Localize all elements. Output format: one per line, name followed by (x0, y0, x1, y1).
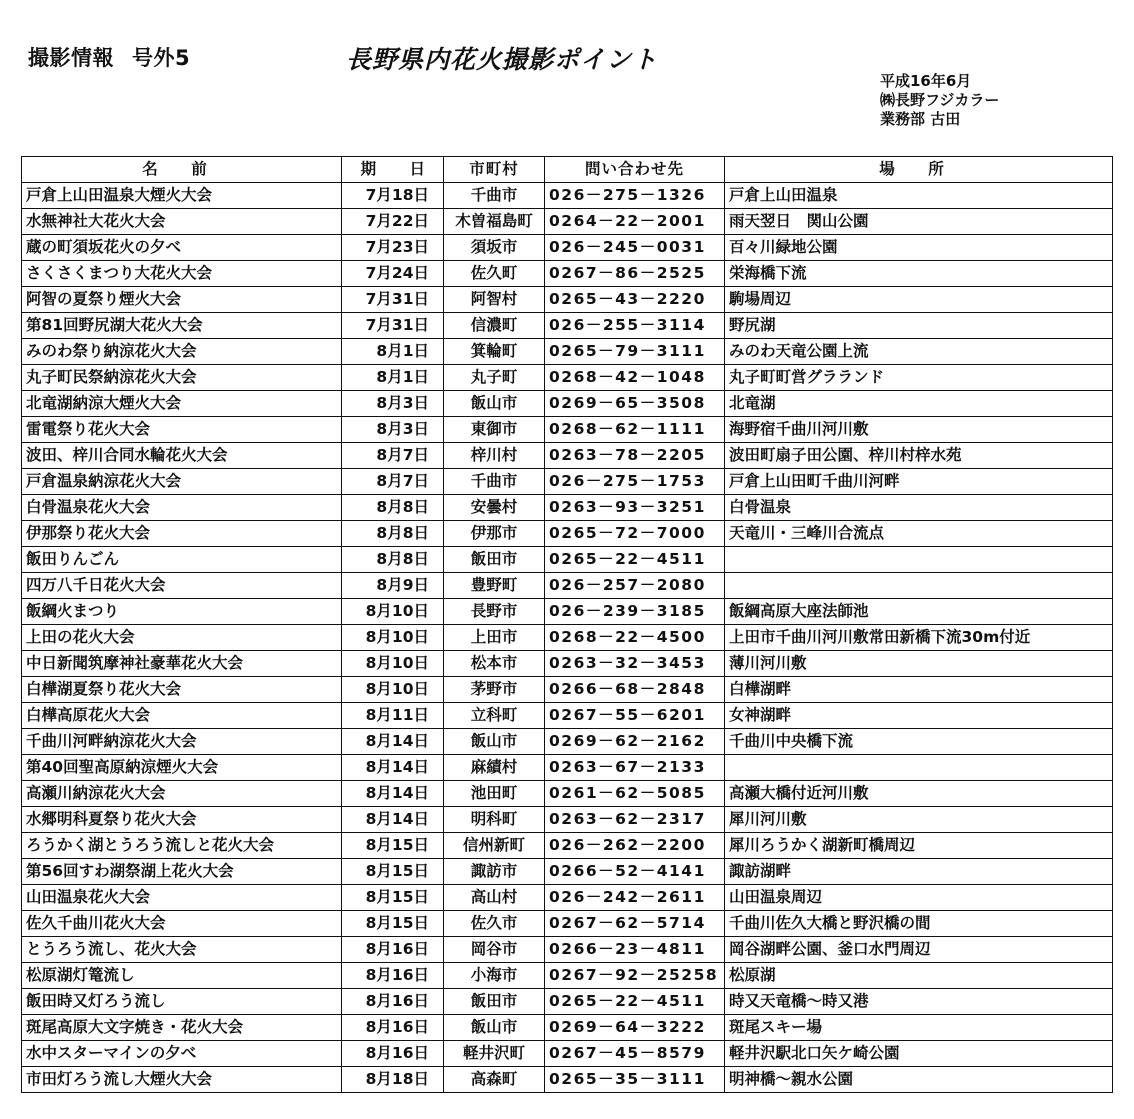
event-date-cell: 8月3日 (342, 391, 444, 417)
contact-phone-cell: 0269－65－3508 (545, 391, 725, 417)
table-row (22, 833, 1113, 859)
event-date-cell: 8月16日 (342, 963, 444, 989)
table-row (22, 885, 1113, 911)
contact-phone-cell: 0265－43－2220 (545, 287, 725, 313)
table-row (22, 261, 1113, 287)
location-cell: 高瀬大橋付近河川敷 (725, 781, 1113, 807)
location-cell: 千曲川佐久大橋と野沢橋の間 (725, 911, 1113, 937)
table-row (22, 599, 1113, 625)
location-cell: 薄川河川敷 (725, 651, 1113, 677)
location-cell: 波田町扇子田公園、梓川村梓水苑 (725, 443, 1113, 469)
contact-phone-cell: 0265－79－3111 (545, 339, 725, 365)
location-cell: 松原湖 (725, 963, 1113, 989)
event-date-cell: 8月16日 (342, 1015, 444, 1041)
event-name-cell: 斑尾高原大文字焼き・花火大会 (22, 1015, 342, 1041)
municipality-cell: 佐久町 (444, 261, 545, 287)
contact-phone-cell: 0265－22－4511 (545, 547, 725, 573)
contact-phone-cell: 0267－92－25258 (545, 963, 725, 989)
location-cell (725, 755, 1113, 781)
event-date-cell: 7月24日 (342, 261, 444, 287)
municipality-cell: 小海市 (444, 963, 545, 989)
column-header-contact: 問い合わせ先 (545, 157, 725, 183)
column-header-city: 市町村 (444, 157, 545, 183)
location-cell: 丸子町町営グラランド (725, 365, 1113, 391)
municipality-cell: 茅野市 (444, 677, 545, 703)
municipality-cell: 麻績村 (444, 755, 545, 781)
event-date-cell: 7月23日 (342, 235, 444, 261)
contact-phone-cell: 0269－64－3222 (545, 1015, 725, 1041)
event-name-cell: 水中スターマインの夕べ (22, 1041, 342, 1067)
contact-phone-cell: 0269－62－2162 (545, 729, 725, 755)
column-header-name: 名 前 (22, 157, 342, 183)
event-date-cell: 8月10日 (342, 625, 444, 651)
contact-phone-cell: 0265－35－3111 (545, 1067, 725, 1093)
event-date-cell: 8月10日 (342, 677, 444, 703)
municipality-cell: 飯田市 (444, 989, 545, 1015)
column-header-location: 場 所 (725, 157, 1113, 183)
location-cell: 栄海橋下流 (725, 261, 1113, 287)
event-name-cell: 高瀬川納涼花火大会 (22, 781, 342, 807)
event-date-cell: 8月16日 (342, 1041, 444, 1067)
event-name-cell: ろうかく湖とうろう流しと花火大会 (22, 833, 342, 859)
event-name-cell: 飯田時又灯ろう流し (22, 989, 342, 1015)
event-date-cell: 8月9日 (342, 573, 444, 599)
contact-phone-cell: 026－275－1326 (545, 183, 725, 209)
table-row (22, 989, 1113, 1015)
contact-phone-cell: 0268－22－4500 (545, 625, 725, 651)
event-name-cell: 水郷明科夏祭り花火大会 (22, 807, 342, 833)
contact-phone-cell: 0263－32－3453 (545, 651, 725, 677)
doc-label: 撮影情報 (28, 46, 114, 70)
municipality-cell: 岡谷市 (444, 937, 545, 963)
table-row (22, 183, 1113, 209)
table-row (22, 521, 1113, 547)
contact-phone-cell: 026－262－2200 (545, 833, 725, 859)
contact-phone-cell: 026－275－1753 (545, 469, 725, 495)
event-date-cell: 7月31日 (342, 313, 444, 339)
event-date-cell: 7月22日 (342, 209, 444, 235)
contact-phone-cell: 026－242－2611 (545, 885, 725, 911)
location-cell: 駒場周辺 (725, 287, 1113, 313)
location-cell: 時又天竜橋～時又港 (725, 989, 1113, 1015)
event-date-cell: 8月7日 (342, 469, 444, 495)
contact-phone-cell: 0268－62－1111 (545, 417, 725, 443)
table-row (22, 391, 1113, 417)
table-row (22, 703, 1113, 729)
contact-phone-cell: 0267－55－6201 (545, 703, 725, 729)
contact-phone-cell: 0267－45－8579 (545, 1041, 725, 1067)
event-date-cell: 8月11日 (342, 703, 444, 729)
location-cell: 百々川緑地公園 (725, 235, 1113, 261)
location-cell (725, 573, 1113, 599)
table-row (22, 339, 1113, 365)
table-row (22, 313, 1113, 339)
location-cell: 雨天翌日 関山公園 (725, 209, 1113, 235)
municipality-cell: 佐久市 (444, 911, 545, 937)
event-name-cell: 第40回聖高原納涼煙火大会 (22, 755, 342, 781)
municipality-cell: 梓川村 (444, 443, 545, 469)
event-name-cell: 白樺高原花火大会 (22, 703, 342, 729)
table-row (22, 547, 1113, 573)
municipality-cell: 須坂市 (444, 235, 545, 261)
location-cell: 山田温泉周辺 (725, 885, 1113, 911)
table-row (22, 365, 1113, 391)
table-row (22, 495, 1113, 521)
table-row (22, 781, 1113, 807)
table-row (22, 573, 1113, 599)
event-name-cell: 第81回野尻湖大花火大会 (22, 313, 342, 339)
municipality-cell: 木曽福島町 (444, 209, 545, 235)
location-cell: 白樺湖畔 (725, 677, 1113, 703)
contact-phone-cell: 0265－72－7000 (545, 521, 725, 547)
municipality-cell: 上田市 (444, 625, 545, 651)
event-name-cell: 市田灯ろう流し大煙火大会 (22, 1067, 342, 1093)
header-label (28, 42, 190, 72)
municipality-cell: 飯山市 (444, 391, 545, 417)
table-row (22, 1015, 1113, 1041)
municipality-cell: 箕輪町 (444, 339, 545, 365)
location-cell: 野尻湖 (725, 313, 1113, 339)
event-date-cell: 8月14日 (342, 807, 444, 833)
table-row (22, 469, 1113, 495)
municipality-cell: 信濃町 (444, 313, 545, 339)
location-cell: 女神湖畔 (725, 703, 1113, 729)
event-name-cell: 白骨温泉花火大会 (22, 495, 342, 521)
location-cell: 千曲川中央橋下流 (725, 729, 1113, 755)
event-date-cell: 8月8日 (342, 521, 444, 547)
location-cell: 白骨温泉 (725, 495, 1113, 521)
event-date-cell: 7月18日 (342, 183, 444, 209)
event-name-cell: 山田温泉花火大会 (22, 885, 342, 911)
table-row (22, 651, 1113, 677)
event-date-cell: 8月8日 (342, 547, 444, 573)
document-title: 長野県内花火撮影ポイント (346, 45, 659, 74)
municipality-cell: 明科町 (444, 807, 545, 833)
contact-phone-cell: 0268－42－1048 (545, 365, 725, 391)
municipality-cell: 阿智村 (444, 287, 545, 313)
event-date-cell: 8月1日 (342, 339, 444, 365)
contact-phone-cell: 0266－23－4811 (545, 937, 725, 963)
event-date-cell: 8月10日 (342, 599, 444, 625)
event-name-cell: 戸倉温泉納涼花火大会 (22, 469, 342, 495)
location-cell: 諏訪湖畔 (725, 859, 1113, 885)
event-name-cell: 中日新聞筑摩神社豪華花火大会 (22, 651, 342, 677)
contact-phone-cell: 026－239－3185 (545, 599, 725, 625)
table-row (22, 1067, 1113, 1093)
contact-phone-cell: 026－257－2080 (545, 573, 725, 599)
column-header-date: 期 日 (342, 157, 444, 183)
location-cell: 斑尾スキー場 (725, 1015, 1113, 1041)
contact-phone-cell: 0263－62－2317 (545, 807, 725, 833)
event-date-cell: 8月7日 (342, 443, 444, 469)
event-name-cell: 飯綱火まつり (22, 599, 342, 625)
municipality-cell: 高山村 (444, 885, 545, 911)
location-cell: 明神橋～親水公園 (725, 1067, 1113, 1093)
table-row (22, 677, 1113, 703)
municipality-cell: 高森町 (444, 1067, 545, 1093)
event-name-cell: 飯田りんごん (22, 547, 342, 573)
contact-phone-cell: 0263－93－3251 (545, 495, 725, 521)
table-row (22, 755, 1113, 781)
event-date-cell: 7月31日 (342, 287, 444, 313)
municipality-cell: 松本市 (444, 651, 545, 677)
table-row (22, 443, 1113, 469)
event-name-cell: 白樺湖夏祭り花火大会 (22, 677, 342, 703)
event-date-cell: 8月14日 (342, 781, 444, 807)
event-name-cell: 水無神社大花火大会 (22, 209, 342, 235)
event-name-cell: 北竜湖納涼大煙火大会 (22, 391, 342, 417)
table-row (22, 937, 1113, 963)
event-name-cell: 伊那祭り花火大会 (22, 521, 342, 547)
municipality-cell: 飯山市 (444, 1015, 545, 1041)
event-name-cell: 第56回すわ湖祭湖上花火大会 (22, 859, 342, 885)
contact-phone-cell: 0263－67－2133 (545, 755, 725, 781)
contact-phone-cell: 0263－78－2205 (545, 443, 725, 469)
table-row (22, 807, 1113, 833)
municipality-cell: 池田町 (444, 781, 545, 807)
event-name-cell: 戸倉上山田温泉大煙火大会 (22, 183, 342, 209)
event-name-cell: さくさくまつり大花火大会 (22, 261, 342, 287)
municipality-cell: 千曲市 (444, 183, 545, 209)
event-name-cell: 雷電祭り花火大会 (22, 417, 342, 443)
contact-phone-cell: 026－255－3114 (545, 313, 725, 339)
contact-phone-cell: 0267－62－5714 (545, 911, 725, 937)
document-meta (880, 72, 999, 129)
location-cell: 上田市千曲川河川敷常田新橋下流30m付近 (725, 625, 1113, 651)
municipality-cell: 立科町 (444, 703, 545, 729)
contact-phone-cell: 0261－62－5085 (545, 781, 725, 807)
municipality-cell: 長野市 (444, 599, 545, 625)
municipality-cell: 諏訪市 (444, 859, 545, 885)
event-date-cell: 8月15日 (342, 885, 444, 911)
municipality-cell: 伊那市 (444, 521, 545, 547)
location-cell: 海野宿千曲川河川敷 (725, 417, 1113, 443)
author: 業務部 古田 (880, 110, 961, 128)
table-body (22, 183, 1113, 1093)
event-name-cell: みのわ祭り納涼花火大会 (22, 339, 342, 365)
event-date-cell: 8月16日 (342, 937, 444, 963)
event-name-cell: 蔵の町須坂花火の夕べ (22, 235, 342, 261)
municipality-cell: 東御市 (444, 417, 545, 443)
municipality-cell: 千曲市 (444, 469, 545, 495)
event-name-cell: 千曲川河畔納涼花火大会 (22, 729, 342, 755)
table-row (22, 209, 1113, 235)
table-row (22, 287, 1113, 313)
event-date-cell: 8月16日 (342, 989, 444, 1015)
event-date-cell: 8月8日 (342, 495, 444, 521)
location-cell: 飯綱高原大座法師池 (725, 599, 1113, 625)
contact-phone-cell: 026－245－0031 (545, 235, 725, 261)
location-cell: 戸倉上山田温泉 (725, 183, 1113, 209)
municipality-cell: 安曇村 (444, 495, 545, 521)
location-cell: 天竜川・三峰川合流点 (725, 521, 1113, 547)
event-name-cell: 上田の花火大会 (22, 625, 342, 651)
municipality-cell: 豊野町 (444, 573, 545, 599)
municipality-cell: 軽井沢町 (444, 1041, 545, 1067)
contact-phone-cell: 0266－68－2848 (545, 677, 725, 703)
event-date-cell: 8月15日 (342, 859, 444, 885)
contact-phone-cell: 0264－22－2001 (545, 209, 725, 235)
table-row (22, 625, 1113, 651)
table-row (22, 859, 1113, 885)
location-cell: 軽井沢駅北口矢ケ崎公園 (725, 1041, 1113, 1067)
table-row (22, 235, 1113, 261)
event-name-cell: 波田、梓川合同水輪花火大会 (22, 443, 342, 469)
event-date-cell: 8月14日 (342, 729, 444, 755)
issue-date: 平成16年6月 (880, 72, 972, 90)
fireworks-table (21, 156, 1113, 1093)
location-cell (725, 547, 1113, 573)
issue-number: 号外5 (132, 46, 191, 70)
event-date-cell: 8月10日 (342, 651, 444, 677)
event-date-cell: 8月1日 (342, 365, 444, 391)
location-cell: 犀川ろうかく湖新町橋周辺 (725, 833, 1113, 859)
location-cell: みのわ天竜公園上流 (725, 339, 1113, 365)
event-name-cell: 四万八千日花火大会 (22, 573, 342, 599)
contact-phone-cell: 0265－22－4511 (545, 989, 725, 1015)
table-row (22, 963, 1113, 989)
event-date-cell: 8月3日 (342, 417, 444, 443)
event-name-cell: とうろう流し、花火大会 (22, 937, 342, 963)
event-date-cell: 8月15日 (342, 833, 444, 859)
table-row (22, 1041, 1113, 1067)
location-cell: 犀川河川敷 (725, 807, 1113, 833)
event-name-cell: 佐久千曲川花火大会 (22, 911, 342, 937)
event-date-cell: 8月18日 (342, 1067, 444, 1093)
municipality-cell: 丸子町 (444, 365, 545, 391)
location-cell: 岡谷湖畔公園、釜口水門周辺 (725, 937, 1113, 963)
table-row (22, 911, 1113, 937)
event-date-cell: 8月14日 (342, 755, 444, 781)
contact-phone-cell: 0267－86－2525 (545, 261, 725, 287)
table-row (22, 729, 1113, 755)
company-name: ㈱長野フジカラー (880, 91, 1000, 109)
event-name-cell: 松原湖灯篭流し (22, 963, 342, 989)
event-date-cell: 8月15日 (342, 911, 444, 937)
contact-phone-cell: 0266－52－4141 (545, 859, 725, 885)
table-row (22, 417, 1113, 443)
location-cell: 戸倉上山田町千曲川河畔 (725, 469, 1113, 495)
municipality-cell: 信州新町 (444, 833, 545, 859)
event-name-cell: 阿智の夏祭り煙火大会 (22, 287, 342, 313)
table-header-row (22, 157, 1113, 183)
event-name-cell: 丸子町民祭納涼花火大会 (22, 365, 342, 391)
municipality-cell: 飯山市 (444, 729, 545, 755)
location-cell: 北竜湖 (725, 391, 1113, 417)
municipality-cell: 飯田市 (444, 547, 545, 573)
